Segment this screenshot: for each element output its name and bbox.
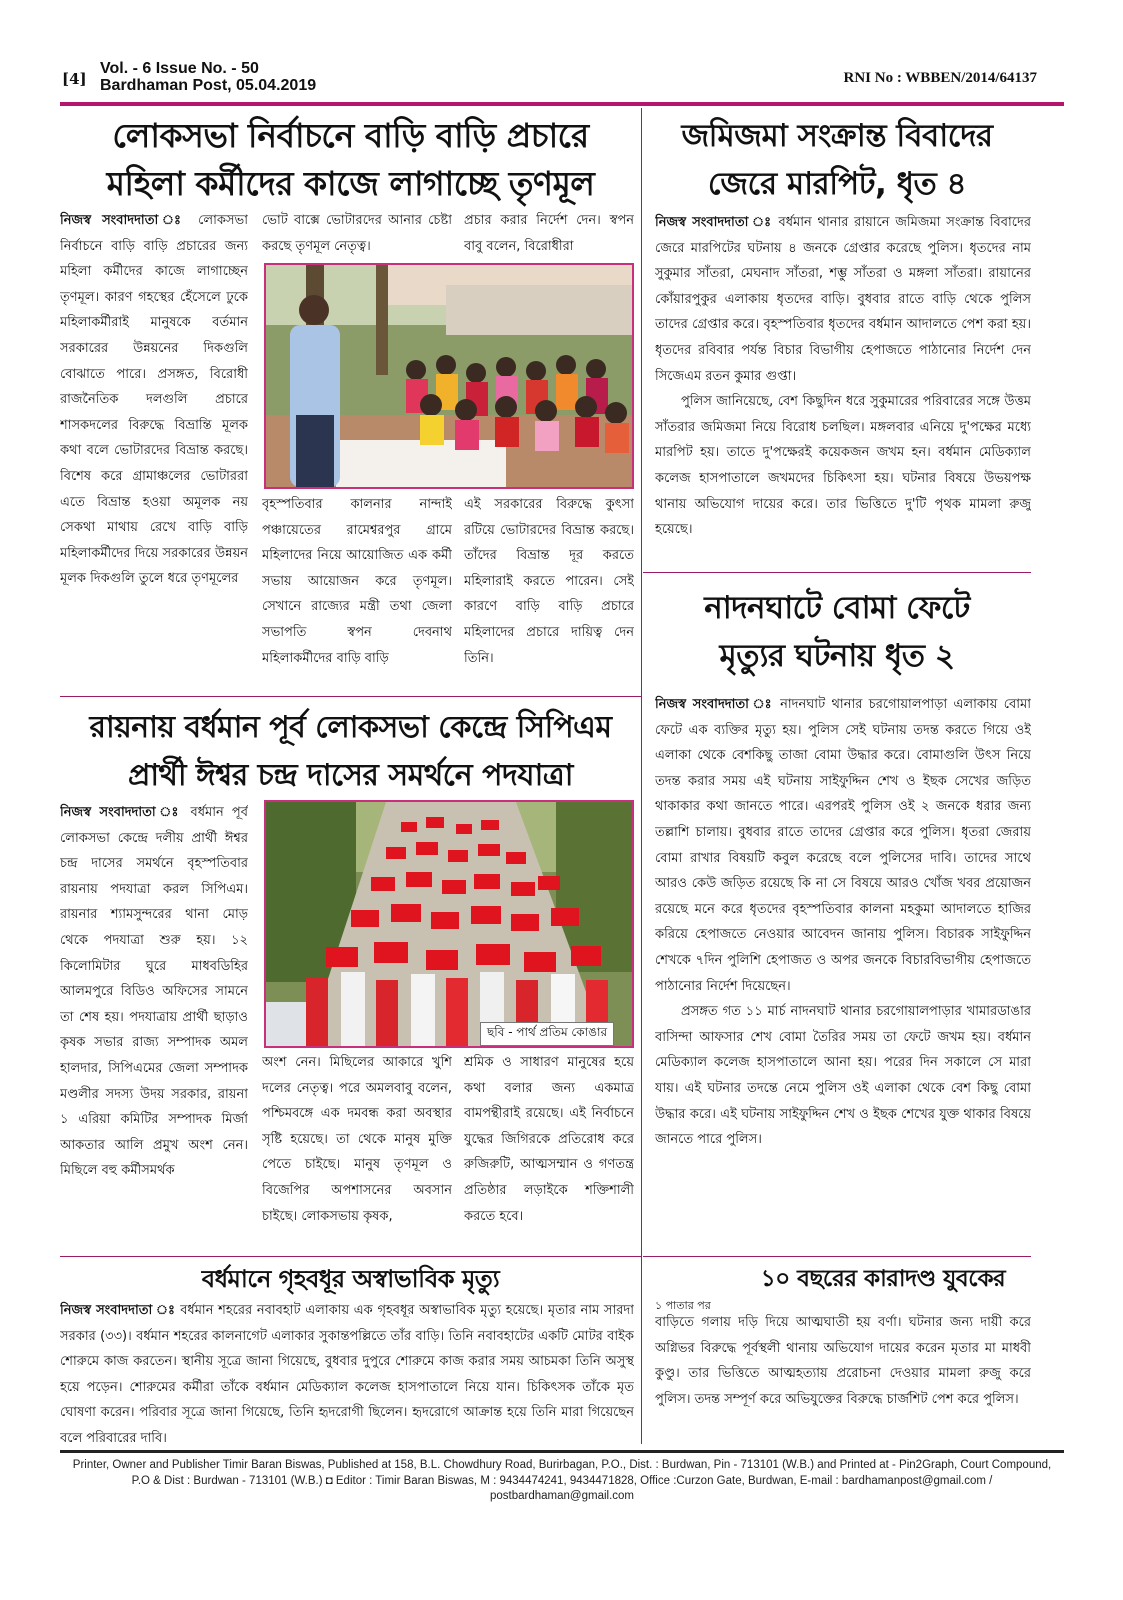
divider-campaign: [60, 696, 641, 697]
bomb-headline: নাদনঘাটে বোমা ফেটে মৃত্যুর ঘটনায় ধৃত ২: [704, 590, 970, 674]
bomb-dateline: নিজস্ব সংবাদদাতা ঃ: [655, 697, 774, 712]
death-dateline: নিজস্ব সংবাদদাতা ঃ: [60, 1303, 176, 1318]
rally-col-2: অংশ নেন। মিছিলের আকারে খুশি দলের নেতৃত্ব। পরে অমলবাবু বলেন, পশ্চিমবঙ্গে এক দমবন্ধ করা অবস্থার সৃষ্টি হয়েছে। তা থেকে মানুষ মুক্তি পেতে চাইছে। মানুষ তৃণমূল ও বিজেপির অপশাসনের অবসান চাইছে। লোকসভায় কৃষক,: [262, 1055, 452, 1224]
land-body: [655, 210, 1031, 570]
death-headline: বর্ধমানে গৃহবধূর অস্বাভাবিক মৃত্যু: [201, 1265, 500, 1293]
volume-issue: Vol. - 6 Issue No. - 50: [100, 60, 259, 77]
campaign-col-1: নিজস্ব সংবাদদাতা ঃ লোকসভা নির্বাচনে বাড়ি বাড়ি প্রচারের জন্য মহিলা কর্মীদের কাজে লাগাচ্ছেন তৃণমূল। কারণ গহস্থের হেঁসেলে ঢুকে মহিলাকর্মীরাই মানুষকে বর্তমান সরকারের উন্নয়নের দিকগুলি বোঝাতে পারে। প্রসঙ্গত, বিরোধী রাজনৈতিক দলগুলি প্রচারে শাসকদলের বিরুদ্ধে বিভ্রান্তি মূলক কথা বলে ভোটারদের বিভ্রান্ত করছে। বিশেষ করে গ্রামাঞ্চলের ভোটাররা এতে বিভ্রান্ত হওয়া অমূলক নয় সেকথা মাথায় রেখে বাড়ি বাড়ি মহিলাকর্মীদের দিয়ে সরকারের উন্নয়ন মূলক দিকগুলি তুলে ধরে তৃণমূলের: [60, 213, 248, 587]
imprint-line-2: P.O & Dist : Burdwan - 713101 (W.B.) ◘ Editor : Timir Baran Biswas, M : 9434474241, 9434471828, Office :Curzon Gate, Burdwan, E-mail : bardhamanpost@gmail.com / postbardhaman@gmail.com: [131, 1475, 993, 1502]
divider-bomb: [643, 1256, 1031, 1257]
continued-from-label: ১ পাতার পর: [655, 1299, 711, 1312]
land-headline: জমিজমা সংক্রান্ত বিবাদের জেরে মারপিট, ধৃত ৪: [681, 118, 993, 202]
page-number: [4]: [62, 70, 87, 88]
rally-headline: রায়নায় বর্ধমান পূর্ব লোকসভা কেন্দ্রে সিপিএম প্রার্থী ঈশ্বর চন্দ্র দাসের সমর্থনে পদযাত্রা: [89, 710, 612, 793]
rally-col-1: নিজস্ব সংবাদদাতা ঃ বর্ধমান পূর্ব লোকসভা কেন্দ্রে দলীয় প্রার্থী ঈশ্বর চন্দ্র দাসের সমর্থনে বৃহস্পতিবার রায়নায় পদযাত্রা করল সিপিএম। রায়নার শ্যামসুন্দরের থানা মোড় থেকে পদযাত্রা শুরু হয়। ১২ কিলোমিটার ঘুরে মাধবডিহির আলমপুরে বিডিও অফিসের সামনে তা শেষ হয়। পদযাত্রায় প্রার্থী ছাড়াও কৃষক সভার রাজ্য সম্পাদক অমল হালদার, সিপিএমের জেলা সম্পাদক মণ্ডলীর সদস্য উদয় সরকার, রায়না ১ এরিয়া কমিটির সম্পাদক মির্জা আকতার আলি প্রমুখ অংশ নেন। মিছিলে বহু কর্মীসমর্থক: [60, 805, 248, 1179]
bottom-rule: [60, 1450, 1064, 1453]
paper-date: Bardhaman Post, 05.04.2019: [100, 77, 317, 94]
bomb-para-2: প্রসঙ্গত গত ১১ মার্চ নাদনঘাট থানার চরগোয়ালপাড়ার খামারডাঙার বাসিন্দা আফসার শেখ বোমা তৈরির সময় তা ফেটে জখম হয়। বর্ধমান মেডিক্যাল কলেজ হাসপাতালে আনা হয়। পরের দিন সকালে সে মারা যায়। এই ঘটনার তদন্তে নেমে পুলিস ওই এলাকা থেকে বেশ কিছু বোমা উদ্ধার করে। এই ঘটনায় সাইফুদ্দিন শেখ ও ইছক শেখের যুক্ত থাকার বিষয়ে জানতে পারে পুলিস।: [655, 1004, 1031, 1148]
rally-dateline: নিজস্ব সংবাদদাতা ঃ: [60, 805, 183, 820]
campaign-col-3-top: প্রচার করার নির্দেশ দেন। স্বপন বাবু বলেন, বিরোধীরা: [464, 213, 634, 254]
imprint-line-1: Printer, Owner and Publisher Timir Baran Biswas, Published at 158, B.L. Chowdhury Road, Burirbagan, P.O., Dist. : Burdwan, Pin - 713101 (W.B.) and Printed at - Pin2Graph, Court Compound,: [72, 1459, 1052, 1471]
divider-rally: [60, 1256, 641, 1257]
rally-photo-credit: ছবি - পার্থ প্রতিম কোঙার: [480, 1022, 614, 1046]
campaign-meeting-photo: [264, 263, 634, 489]
land-para-2: পুলিস জানিয়েছে, বেশ কিছুদিন ধরে সুকুমারের পরিবারের সঙ্গে উত্তম সাঁতরার জমিজমা নিয়ে বিরোধ চলছিল। মঙ্গলবার এনিয়ে দু'পক্ষের মধ্যে মারপিট হয়। তাতে দু'পক্ষেরই কয়েকজন জখম হন। বর্ধমান মেডিক্যাল কলেজ হাসপাতালে জখমদের চিকিৎসা হয়। ঘটনার বিষয়ে উভয়পক্ষ থানায় অভিযোগ দায়ের করে। তার ভিত্তিতে দু'টি পৃথক মামলা রুজু হয়েছে।: [655, 394, 1031, 538]
death-body: নিজস্ব সংবাদদাতা ঃ বর্ধমান শহরের নবাবহাট এলাকায় এক গৃহবধূর অস্বাভাবিক মৃত্যু হয়েছে। মৃতার নাম সারদা সরকার (৩৩)। বর্ধমান শহরের কালনাগেট এলাকার সুকান্তপল্লিতে তাঁর বাড়ি। তিনি নবাবহাটের একটি মোটর বাইক শোরুমে কাজ করতেন। স্থানীয় সূত্রে জানা গিয়েছে, বুধবার দুপুরে শোরুমে কাজ করার সময় আচমকা তিনি অসুস্থ হয়ে পড়েন। শোরুমের কর্মীরা তাঁকে বর্ধমান মেডিক্যাল কলেজ হাসপাতালে নিয়ে যান। চিকিৎসক তাঁকে মৃত ঘোষণা করেন। পরিবার সূত্রে জানা গিয়েছে, তিনি হৃদরোগী ছিলেন। হৃদরোগে আক্রান্ত হয়ে তিনি মারা গিয়েছেন বলে পরিবারের দাবি।: [60, 1303, 634, 1446]
campaign-headline: লোকসভা নির্বাচনে বাড়ি বাড়ি প্রচারে মহিলা কর্মীদের কাজে লাগাচ্ছে তৃণমূল: [106, 116, 595, 203]
campaign-col-3-bottom: এই সরকারের বিরুদ্ধে কুৎসা রটিয়ে ভোটারদের বিভ্রান্ত করছে। তাঁদের বিভ্রান্ত দূর করতে মহিলারাই করতে পারেন। সেই কারণে বাড়ি বাড়ি প্রচারে মহিলাদের প্রচারে দায়িত্ব দেন তিনি।: [464, 497, 634, 666]
divider-land: [643, 572, 1031, 573]
masthead-info: [100, 60, 316, 94]
main-column-divider: [641, 108, 642, 1444]
land-para-1: নিজস্ব সংবাদদাতা ঃ বর্ধমান থানার রায়ানে জমিজমা সংক্রান্ত বিবাদের জেরে মারপিটের ঘটনায় ৪ জনকে গ্রেপ্তার করেছে পুলিস। ধৃতদের নাম সুকুমার সাঁতরা, মেঘনাদ সাঁতরা, শম্ভু সাঁতরা ও মঙ্গলা সাঁতরা। রায়ানের কোঁয়ারপুকুর এলাকায় ধৃতদের বাড়ি। বুধবার রাতে বাড়ি থেকে পুলিস তাদের গ্রেপ্তার করে। বৃহস্পতিবার ধৃতদের বর্ধমান আদালতে পেশ করা হয়। ধৃতদের রবিবার পর্যন্ত বিচার বিভাগীয় হেপাজতে পাঠানোর নির্দেশ দেন সিজেএম রতন কুমার গুপ্তা।: [655, 215, 1031, 384]
bomb-body: [655, 692, 1031, 1254]
rally-photo: [264, 800, 634, 1048]
rally-col-3: শ্রমিক ও সাধারণ মানুষের হয়ে কথা বলার জন্য একমাত্র বামপন্থীরাই রয়েছে। এই নির্বাচনে যুদ্ধের জিগিরকে প্রতিরোধ করে রুজিরুটি, আত্মসম্মান ও গণতন্ত্র প্রতিষ্ঠার লড়াইকে শক্তিশালী করতে হবে।: [464, 1055, 634, 1224]
rni-number: RNI No : WBBEN/2014/64137: [843, 70, 1037, 86]
campaign-col-2-top: ভোট বাক্সে ভোটারদের আনার চেষ্টা করছে তৃণমূল নেতৃত্ব।: [262, 213, 452, 254]
jail-headline: ১০ বছরের কারাদণ্ড যুবকের: [760, 1266, 1006, 1292]
bomb-para-1: নিজস্ব সংবাদদাতা ঃ নাদনঘাট থানার চরগোয়ালপাড়া এলাকায় বোমা ফেটে এক ব্যক্তির মৃত্যু হয়। পুলিস সেই ঘটনায় তদন্ত করতে গিয়ে ওই এলাকা থেকে বেশকিছু তাজা বোমা উদ্ধার করে। বোমাগুলি উৎস নিয়ে তদন্ত করার সময় এই ঘটনায় সাইফুদ্দিন শেখ ও ইছক সেখের জড়িত থাকাকার কথা জানতে পারে। এরপরই পুলিস ওই ২ জনকে ধরার জন্য তল্লাশি চালায়। বুধবার রাতে তাদের গ্রেপ্তার করে পুলিস। ধৃতরা জেরায় বোমা রাখার বিষয়টি কবুল করেছে বলে পুলিসের দাবি। তাদের সাথে আরও কেউ জড়িত রয়েছে কি না সে বিষয়ে আরও খোঁজ খবর প্রয়োজন রয়েছে মনে করে ধৃতদের বৃহস্পতিবার কালনা মহকুমা আদালতে হাজির করিয়ে হেপাজতে নেওয়ার আবেদন জানায় পুলিস। বিচারক সাইফুদ্দিন শেখকে ৭দিন পুলিশি হেপাজত ও অপর জনকে বিচারবিভাগীয় হেপাজতে পাঠানোর নির্দেশ দিয়েছেন।: [655, 697, 1031, 994]
campaign-dateline: নিজস্ব সংবাদদাতা ঃ: [60, 213, 188, 228]
campaign-col-2-bottom: বৃহস্পতিবার কালনার নান্দাই পঞ্চায়েতের রামেশ্বরপুর গ্রামে মহিলাদের নিয়ে আয়োজিত এক কর্মী সভায় আয়োজন করে তৃণমূল। সেখানে রাজ্যের মন্ত্রী তথা জেলা সভাপতি স্বপন দেবনাথ মহিলাকর্মীদের বাড়ি বাড়ি: [262, 497, 452, 666]
land-dateline: নিজস্ব সংবাদদাতা ঃ: [655, 215, 773, 230]
top-rule: [60, 102, 1064, 106]
jail-body: বাড়িতে গলায় দড়ি দিয়ে আত্মঘাতী হয় বর্ণা। ঘটনার জন্য দায়ী করে অগ্নিভর বিরুদ্ধে পূর্বস্থলী থানায় অভিযোগ দায়ের করেন মৃতার মা মাধবী কুণ্ডু। তার ভিত্তিতে আত্মহত্যায় প্ররোচনা দেওয়ার মামলা রুজু করে পুলিস। তদন্ত সম্পূর্ণ করে অভিযুক্তের বিরুদ্ধে চার্জশিট পেশ করে পুলিস।: [655, 1315, 1031, 1407]
